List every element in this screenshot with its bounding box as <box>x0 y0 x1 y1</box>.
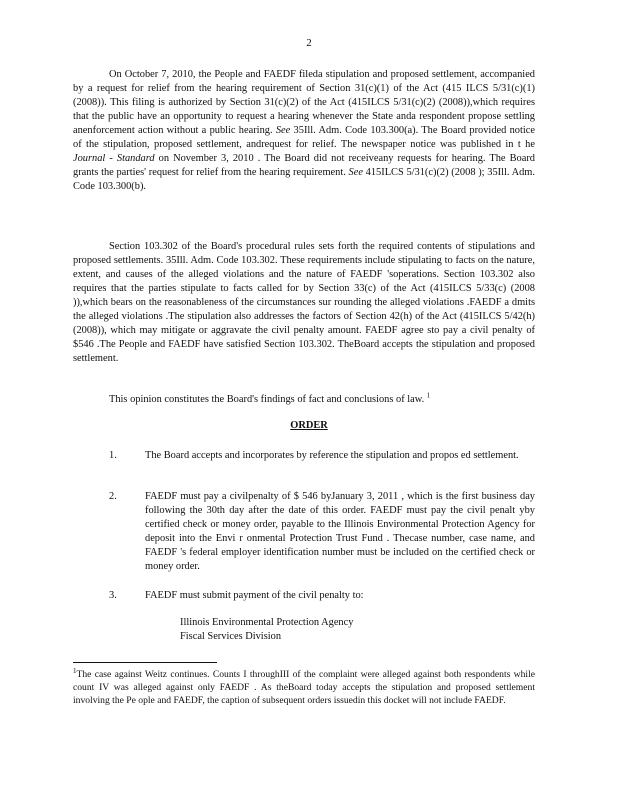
order-item-number: 2. <box>109 491 117 502</box>
order-item <box>73 589 535 603</box>
order-heading: ORDER <box>290 420 328 431</box>
paragraph-text: 35Ill. Adm. Code 103.300(a). The Board provided notice of the stipulation, proposed settlement, andrequest for relief. The newspaper notice was published in t he <box>73 125 535 150</box>
payment-address <box>180 616 353 644</box>
order-item-number: 3. <box>109 590 117 601</box>
page-number: 2 <box>306 37 312 49</box>
footnote <box>73 668 535 707</box>
order-item <box>73 449 535 463</box>
paragraph-text: This opinion constitutes the Board's findings of fact and conclusions of law. <box>109 394 425 405</box>
address-line: Illinois Environmental Protection Agency <box>180 617 354 628</box>
footnote-text: The case against Weitz continues. Counts I throughIII of the complaint were alleged against both respondents while count IV was alleged against only FAEDF . As theBoard today accepts the stipulation and proposed settlement involving the Pe ople and FAEDF, the caption of subsequent orders issuedin this docket will not include FAEDF. <box>73 669 535 706</box>
newspaper-name: Journal - Standard <box>73 153 155 164</box>
citation-signal: See <box>275 125 291 136</box>
footnote-reference: 1 <box>426 391 431 400</box>
paragraph-text: on November 3, 2010 . The Board did not receiveany requests for hearing. The Board grants the parties' request for relief from the hearing requirement. <box>73 153 535 178</box>
order-item-number: 1. <box>109 450 117 461</box>
paragraph-text: On October 7, 2010, the People and FAEDF fileda stipulation and proposed settlement, accompanied by a request for relief from the hearing requirement of Section 31(c)(1) of the Act (415 ILCS 5/31(c)(1) (2008)). This filing is authorized by Section 31(c)(2) of the Act (415ILCS 5/31(c)(2) (2008)),which requires that the public have an opportunity to request a hearing whenever the State anda respondent propose settling anenforcement action without a public hearing. <box>73 69 535 136</box>
paragraph-findings <box>73 393 535 407</box>
paragraph-text: 415ILCS 5/31(c)(2) (2008 ); 35Ill. Adm. Code 103.300(b). <box>73 167 535 192</box>
order-item-text: FAEDF must submit payment of the civil penalty to: <box>145 590 364 601</box>
order-item-text: FAEDF must pay a civilpenalty of $ 546 byJanuary 3, 2011 , which is the first business day following the 30th day after the date of this order. FAEDF must pay the civil penalt yby certified check or money order, payable to the Illinois Environmental Protection Agency for deposit into the Envi r onmental Protection Trust Fund . Thecase number, case name, and FAEDF 's federal employer identification number must be included on the certified check or money order. <box>145 491 535 572</box>
order-item <box>73 490 535 574</box>
citation-signal: See <box>348 167 363 178</box>
address-line: Fiscal Services Division <box>180 631 282 642</box>
order-item-text: The Board accepts and incorporates by reference the stipulation and propos ed settlement. <box>145 450 519 461</box>
footnote-divider <box>73 662 217 663</box>
paragraph-stipulation-filing <box>73 68 535 194</box>
paragraph-section-103302: Section 103.302 of the Board's procedural rules sets forth the required contents of stipulations and proposed settlements. 35Ill. Adm. Code 103.302. These requirements include stipulating to facts on the nature, extent, and causes of the alleged violations and the nature of FAEDF 'soperations. Section 103.302 also requires that the parties stipulate to facts called for by Section 33(c) of the Act (415ILCS 5/33(c) (2008 )),which bears on the reasonableness of the circumstances sur rounding the alleged violations .FAEDF a dmits the alleged violations .The stipulation also addresses the factors of Section 42(h) of the Act (415ILCS 5/42(h) (2008)), which may mitigate or aggravate the civil penalty amount. FAEDF agree sto pay a civil penalty of $546 .The People and FAEDF have satisfied Section 103.302. TheBoard accepts the stipulation and proposed settlement. <box>73 241 535 364</box>
footnote-mark: 1 <box>73 666 77 675</box>
